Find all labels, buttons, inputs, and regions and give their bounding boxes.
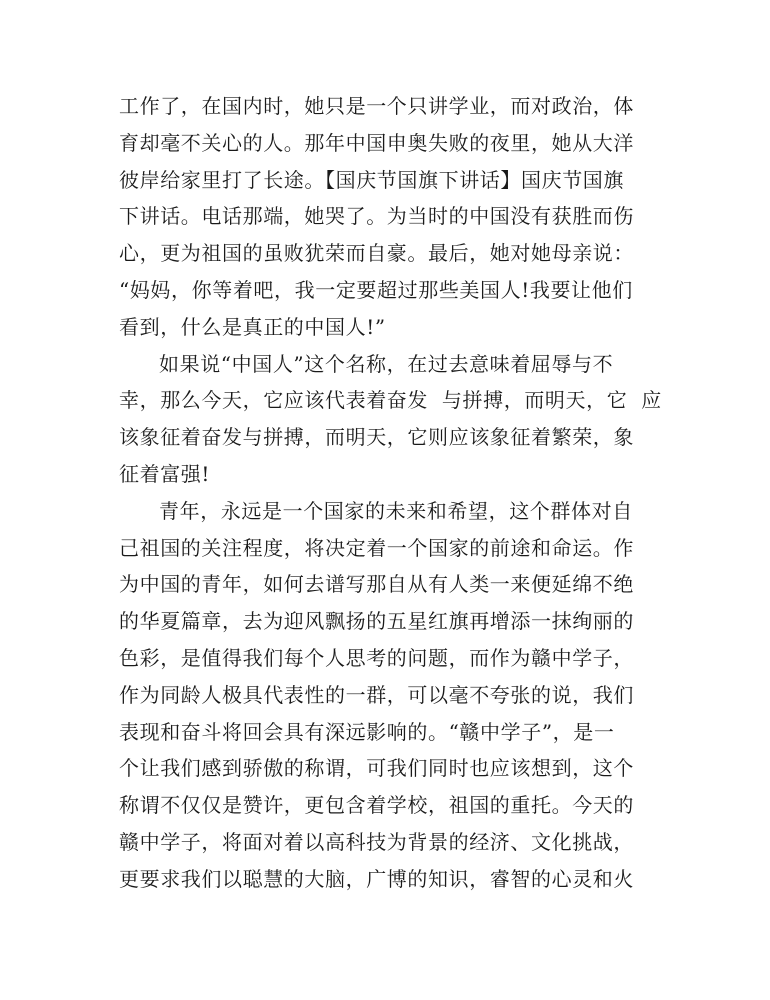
text-line: “妈妈，你等着吧，我一定要超过那些美国人!我要让他们 [119, 277, 633, 302]
text-line: 看到，什么是真正的中国人!” [119, 314, 386, 339]
text-line: 作为同龄人极具代表性的一群，可以毫不夸张的说，我们 [119, 682, 634, 707]
text-line: 赣中学子，将面对着以高科技为背景的经济、文化挑战， [119, 829, 634, 854]
text-line: 称谓不仅仅是赞许，更包含着学校，祖国的重托。今天的 [119, 793, 634, 818]
body-text [119, 88, 662, 898]
text-line: 更要求我们以聪慧的大脑，广博的知识，睿智的心灵和火 [119, 866, 634, 891]
text-line: 表现和奋斗将回会具有深远影响的。“赣中学子”，是一 [119, 719, 615, 744]
text-line: 色彩，是值得我们每个人思考的问题，而作为赣中学子， [119, 645, 634, 670]
text-line: 征着富强! [119, 461, 211, 486]
text-line: 下讲话。电话那端，她哭了。为当时的中国没有获胜而伤 [119, 204, 634, 229]
text-line: 己祖国的关注程度，将决定着一个国家的前途和命运。作 [119, 535, 634, 560]
paragraph-start-line: 如果说“中国人”这个名称，在过去意味着屈辱与不 [159, 351, 614, 376]
text-line: 为中国的青年，如何去谱写那自从有人类一来便延绵不绝 [119, 572, 634, 597]
text-line: 幸，那么今天，它应该代表着奋发 与拼搏，而明天，它 应 [119, 388, 662, 413]
text-line: 心，更为祖国的虽败犹荣而自豪。最后，她对她母亲说： [119, 241, 634, 266]
text-line: 的华夏篇章，去为迎风飘扬的五星红旗再增添一抹绚丽的 [119, 609, 634, 634]
text-line: 彼岸给家里打了长途。【国庆节国旗下讲话】国庆节国旗 [119, 167, 624, 192]
text-line: 工作了，在国内时，她只是一个只讲学业，而对政治，体 [119, 94, 634, 118]
paragraph-start-line: 青年，永远是一个国家的未来和希望，这个群体对自 [159, 498, 633, 523]
text-line: 个让我们感到骄傲的称谓，可我们同时也应该想到，这个 [119, 756, 634, 781]
text-line: 该象征着奋发与拼搏，而明天，它则应该象征着繁荣，象 [119, 425, 634, 450]
text-line: 育却毫不关心的人。那年中国申奥失败的夜里，她从大洋 [119, 130, 634, 155]
